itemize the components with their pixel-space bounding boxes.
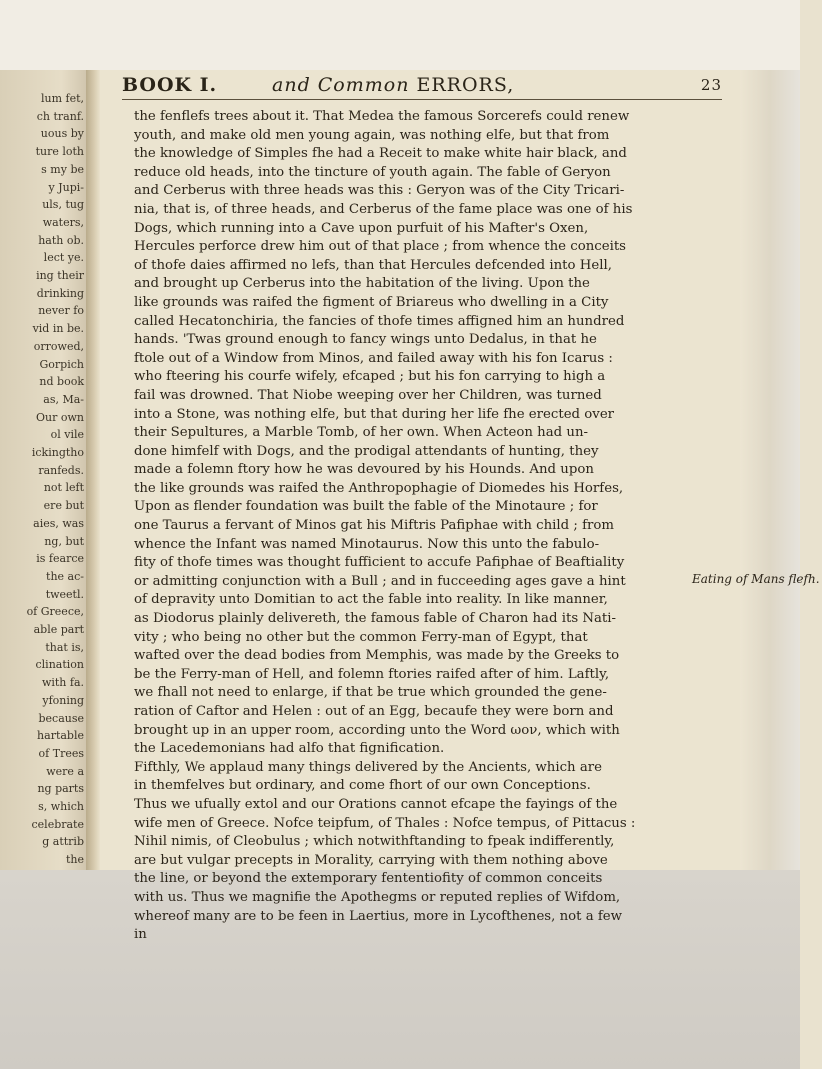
text-line: vity ; who being no other but the common Ferry-man of Egypt, that xyxy=(134,629,588,645)
text-line: brought up in an upper room, according unto the Word ωον, which with xyxy=(134,722,620,738)
book-page xyxy=(100,70,820,943)
text-line: done himfelf with Dogs, and the prodigal attendants of hunting, they xyxy=(134,443,599,459)
text-line: the like grounds was raifed the Anthropophagie of Diomedes his Horfes, xyxy=(134,480,624,496)
facing-page-fragment: ickingtho xyxy=(31,446,84,459)
header-title xyxy=(272,74,514,96)
header-rule xyxy=(122,99,722,100)
facing-page-fragment: ranfeds. xyxy=(38,463,84,477)
facing-page-fragment: celebrate xyxy=(31,817,84,831)
text-line: are but vulgar precepts in Morality, carrying with them nothing above xyxy=(134,852,608,868)
facing-page-edge xyxy=(0,70,88,870)
text-line: who fteering his courfe wifely, efcaped ; but his fon carrying to high a xyxy=(134,369,606,385)
facing-page-fragment: able part xyxy=(33,623,84,636)
text-line: we fhall not need to enlarge, if that be true which grounded the gene- xyxy=(134,685,607,701)
text-line: into a Stone, was nothing elfe, but that during her life fhe erected over xyxy=(134,406,615,422)
facing-page-fragment: ng parts xyxy=(37,782,84,796)
text-line: or admitting conjunction with a Bull ; and in fucceeding ages gave a hint xyxy=(134,573,626,589)
facing-page-fragment: uls, tug xyxy=(42,198,84,212)
header-title-caps: ERRORS, xyxy=(416,74,515,96)
facing-page-fragment: aies, was xyxy=(33,516,84,530)
text-line: youth, and make old men young again, was nothing elfe, but that from xyxy=(134,127,610,143)
text-line: one Taurus a fervant of Minos gat his Miftris Pafiphae with child ; from xyxy=(134,518,615,534)
facing-page-fragment: of Trees xyxy=(38,746,84,760)
text-line: their Sepultures, a Marble Tomb, of her own. When Acteon had un- xyxy=(134,425,589,441)
text-line: ftole out of a Window from Minos, and failed away with his fon Icarus : xyxy=(134,350,613,366)
facing-page-fragment: tweetl. xyxy=(45,587,84,601)
book-gutter xyxy=(86,70,100,870)
facing-page-fragment: because xyxy=(38,711,84,725)
text-line: Upon as flender foundation was built the fable of the Minotaure ; for xyxy=(134,499,598,515)
facing-page-fragment: drinking xyxy=(36,286,84,300)
text-line: with us. Thus we magnifie the Apothegms or reputed replies of Wifdom, xyxy=(134,889,621,905)
facing-page-fragment: s my be xyxy=(41,162,84,176)
text-line: as Diodorus plainly delivereth, the famous fable of Charon had its Nati- xyxy=(134,611,617,627)
facing-page-fragment: that is, xyxy=(45,640,84,654)
page-number: 23 xyxy=(700,76,722,94)
text-line: made a folemn ftory how he was devoured by his Hounds. And upon xyxy=(134,462,594,478)
text-line: Dogs, which running into a Cave upon purfuit of his Mafter's Oxen, xyxy=(134,220,589,236)
body-text xyxy=(134,108,730,945)
facing-page-fragment: of Greece, xyxy=(26,605,84,619)
text-line: wife men of Greece. Nofce teipfum, of Thales : Nofce tempus, of Pittacus : xyxy=(134,815,636,831)
text-line: in themfelves but ordinary, and come fhort of our own Conceptions. xyxy=(134,778,591,794)
text-line: in xyxy=(134,927,147,943)
facing-page-fragment: ch tranf. xyxy=(36,109,84,123)
facing-page-fragment: clination xyxy=(35,658,84,672)
page-right-edge xyxy=(740,70,800,870)
facing-page-fragment: ere but xyxy=(43,499,84,513)
text-line: ration of Caftor and Helen : out of an Egg, becaufe they were born and xyxy=(134,704,614,719)
facing-page-fragment: not left xyxy=(43,481,84,495)
facing-page-fragment: yfoning xyxy=(42,693,84,707)
text-line: hands. 'Twas ground enough to fancy wings unto Dedalus, in that he xyxy=(134,332,597,348)
facing-page-fragment: ing their xyxy=(36,269,84,282)
text-line: fail was drowned. That Niobe weeping over her Children, was turned xyxy=(134,387,602,403)
text-line: reduce old heads, into the tincture of youth again. The fable of Geryon xyxy=(134,164,611,180)
margin-note: Eating of Mans flefh. xyxy=(692,572,820,586)
facing-page-fragment: lum fet, xyxy=(40,92,84,105)
facing-page-fragment: nd book xyxy=(39,375,84,389)
text-line: Thus we ufually extol and our Orations cannot efcape the fayings of the xyxy=(134,796,618,812)
facing-page-fragment: is fearce xyxy=(36,552,84,566)
text-line: Nihil nimis, of Cleobulus ; which notwithftanding to fpeak indifferently, xyxy=(134,834,615,850)
text-line: of depravity unto Domitian to act the fable into reality. In like manner, xyxy=(134,592,608,608)
text-line: wafted over the dead bodies from Memphis, was made by the Greeks to xyxy=(134,648,620,664)
facing-page-fragment: ture loth xyxy=(35,145,84,159)
text-line: Hercules perforce drew him out of that place ; from whence the conceits xyxy=(134,239,626,255)
text-line: and brought up Cerberus into the habitation of the living. Upon the xyxy=(134,276,590,292)
text-line: the fenflefs trees about it. That Medea the famous Sorcerefs could renew xyxy=(134,109,630,124)
facing-page-fragment: s, which xyxy=(38,800,84,813)
text-line: fity of thofe times was thought fufficient to accufe Pafiphae of Beaftiality xyxy=(134,555,625,571)
facing-page-fragment: never fo xyxy=(38,304,84,318)
facing-page-fragment: g attrib xyxy=(42,835,84,849)
facing-page-fragment: the ac- xyxy=(46,569,84,583)
facing-page-fragment: vid in be. xyxy=(32,322,84,336)
facing-page-fragment: hartable xyxy=(37,729,84,743)
text-line: whereof many are to be feen in Laertius, more in Lycofthenes, not a few xyxy=(134,908,623,924)
text-line: the line, or beyond the extemporary fententiofity of common conceits xyxy=(134,871,603,887)
facing-page-fragment: Our own xyxy=(36,410,84,424)
scan-background-top xyxy=(0,0,800,70)
text-line: and Cerberus with three heads was this : Geryon was of the City Tricari- xyxy=(134,183,625,199)
facing-page-fragment: orrowed, xyxy=(33,339,84,353)
text-line: Fifthly, We applaud many things delivered by the Ancients, which are xyxy=(134,759,602,775)
facing-page-fragment: waters, xyxy=(42,215,84,229)
running-header xyxy=(122,70,722,96)
text-line: the knowledge of Simples fhe had a Receit to make white hair black, and xyxy=(134,146,627,162)
text-line: whence the Infant was named Minotaurus. Now this unto the fabulo- xyxy=(134,536,600,552)
text-line: of thofe daies affirmed no lefs, than that Hercules defcended into Hell, xyxy=(134,257,612,273)
facing-page-fragment: ng, but xyxy=(44,534,84,548)
facing-page-fragment: were a xyxy=(46,764,84,778)
facing-page-fragment: Gorpich xyxy=(39,357,84,371)
facing-page-fragment: as, Ma- xyxy=(43,392,84,406)
facing-page-fragment: hath ob. xyxy=(38,233,84,247)
facing-page-fragment: with fa. xyxy=(41,676,84,690)
facing-page-fragment: y Jupi- xyxy=(48,180,84,194)
text-line: be the Ferry-man of Hell, and folemn ftories raifed after of him. Laftly, xyxy=(134,666,610,682)
text-line: called Hecatonchiria, the fancies of thofe times affigned him an hundred xyxy=(134,313,625,329)
facing-page-fragment: uous by xyxy=(40,127,84,141)
header-title-italic: and Common xyxy=(272,74,410,96)
text-line: nia, that is, of three heads, and Cerberus of the fame place was one of his xyxy=(134,201,633,217)
facing-page-fragment: the xyxy=(65,853,84,867)
text-line: the Lacedemonians had alfo that fignification. xyxy=(134,741,445,757)
facing-page-fragment: lect ye. xyxy=(43,251,84,265)
facing-page-fragment: ol vile xyxy=(50,428,84,442)
header-book-label: BOOK I. xyxy=(122,74,218,96)
text-line: like grounds was raifed the figment of Briareus who dwelling in a City xyxy=(134,294,609,310)
